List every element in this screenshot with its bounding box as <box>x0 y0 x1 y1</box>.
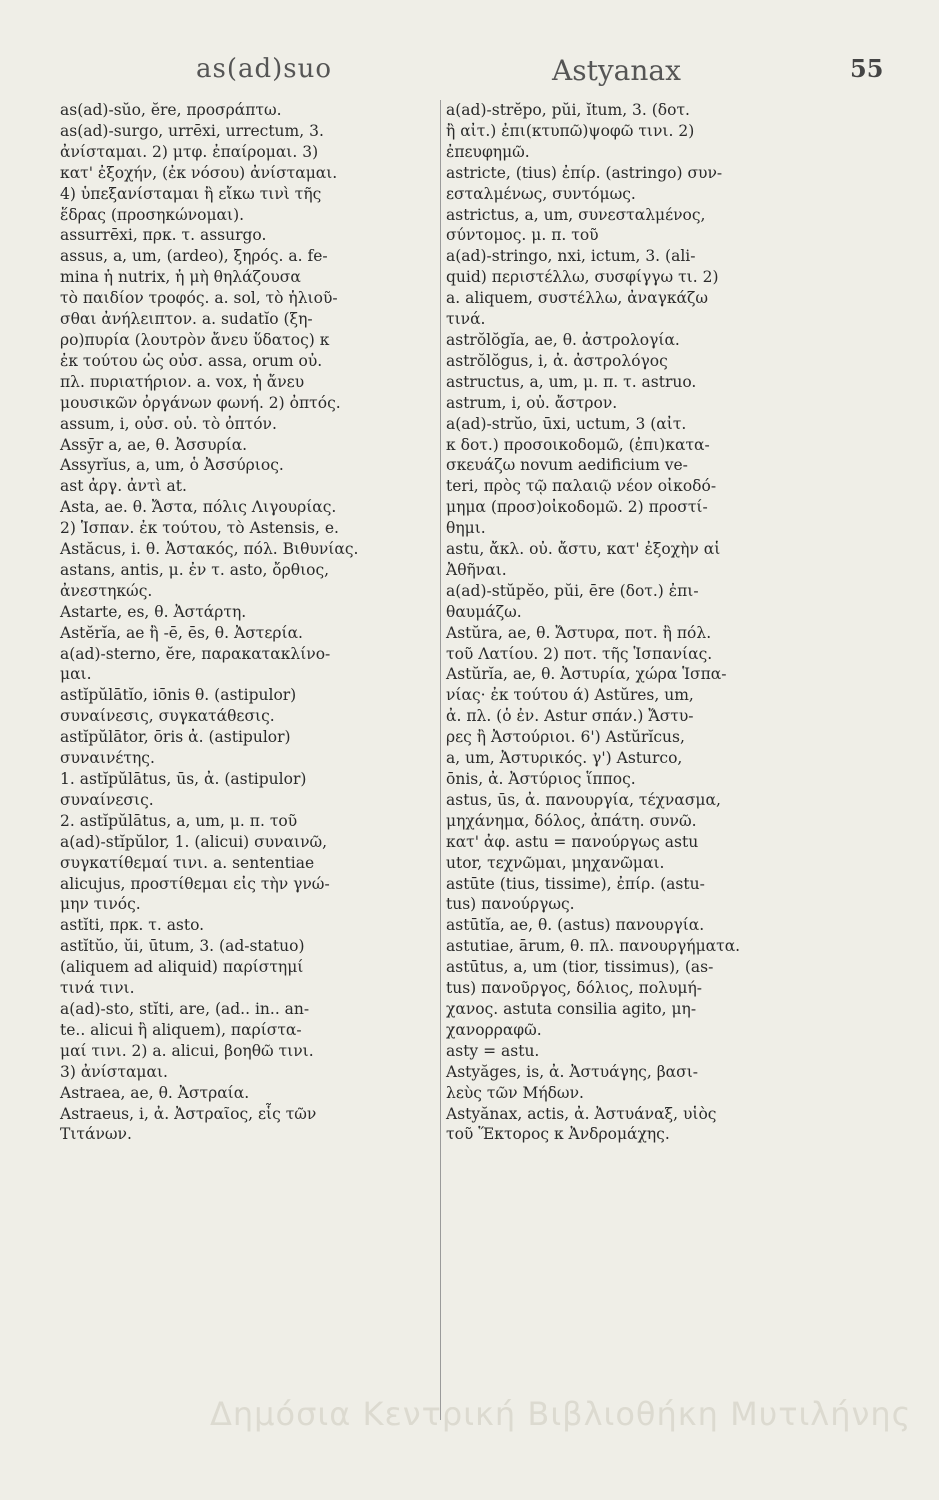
entry-line: 1. astĭpŭlātus, ūs, ἀ. (astipulor) <box>60 770 307 788</box>
entry-line: astĭtŭo, ŭi, ūtum, 3. (ad-statuo) <box>60 937 305 956</box>
entry-line: astūtĭa, ae, θ. (astus) πανουργία. <box>446 916 705 935</box>
entry-line: assus, a, um, (ardeo), ξηρός. a. fe- <box>60 247 328 266</box>
entry-line: astrŏlŏgĭa, ae, θ. ἀστρολογία. <box>446 330 680 349</box>
entry-line: astūte (tius, tissime), ἐπίρ. (astu- <box>446 874 705 893</box>
entry-line: νίας· ἐκ τούτου ά) Astŭres, um, <box>446 686 694 705</box>
right-column <box>446 100 886 1145</box>
entry-line: ρες ἢ Ἀστούριοι. 6') Astŭrĭcus, <box>446 728 685 747</box>
entry-line: Astŭrĭa, ae, θ. Ἀστυρία, χώρα Ἱσπα- <box>446 665 727 684</box>
entry-line: astrum, i, οὐ. ἄστρον. <box>446 393 618 412</box>
entry-line: a(ad)-stringo, nxi, ictum, 3. (ali- <box>446 247 696 266</box>
entry-line: astructus, a, um, μ. π. τ. astruo. <box>446 372 697 391</box>
entry-line: τινά τινι. <box>60 979 135 998</box>
entry-line: astĭpŭlātor, ōris ἀ. (astipulor) <box>60 728 291 747</box>
entry-line: a, um, Ἀστυρικός. γ') Asturco, <box>446 749 683 768</box>
entry-line: ἀνεστηκώς. <box>60 581 153 600</box>
entry-line: ἕδρας (προσηκώνομαι). <box>60 205 245 224</box>
entry-line: Asta, ae. θ. Ἄστα, πόλις Λιγουρίας. <box>60 498 337 517</box>
entry-line: κατ' ἐξοχήν, (ἐκ νόσου) ἀνίσταμαι. <box>60 163 338 182</box>
entry-line: asty = astu. <box>446 1041 540 1060</box>
entry-line: ἀνίσταμαι. 2) μτφ. ἐπαίρομαι. 3) <box>60 142 319 161</box>
entry-line: λεὺς τῶν Μήδων. <box>446 1083 584 1102</box>
entry-line: Astraeus, i, ἀ. Ἀστραῖος, εἷς τῶν <box>60 1104 317 1123</box>
entry-line: 4) ὑπεξανίσταμαι ἢ εἴκω τινὶ τῆς <box>60 184 322 203</box>
column-divider <box>440 100 441 1420</box>
entry-line: astūtus, a, um (tior, tissimus), (as- <box>446 958 714 977</box>
entry-line: εσταλμένως, συντόμως. <box>446 184 636 203</box>
entry-line: μαι. <box>60 665 92 684</box>
library-watermark: Δημόσια Κεντρική Βιβλιοθήκη Μυτιλήνης <box>210 1395 912 1433</box>
entry-line: Astraea, ae, θ. Ἀστραία. <box>60 1083 250 1102</box>
entry-line: τινά. <box>446 310 486 329</box>
entry-line: Assyrĭus, a, um, ὁ Ἀσσύριος. <box>60 456 284 475</box>
entry-line: astĭpŭlātĭo, iōnis θ. (astipulor) <box>60 686 297 705</box>
entry-line: Astăcus, i. θ. Ἀστακός, πόλ. Βιθυνίας. <box>60 540 359 559</box>
entry-line: Ἀθῆναι. <box>446 560 507 579</box>
entry-line: ἐπευφημῶ. <box>446 142 530 161</box>
entry-line: ρο)πυρία (λουτρὸν ἄνευ ὕδατος) κ <box>60 330 330 349</box>
entry-line: a. aliquem, συστέλλω, ἀναγκάζω <box>446 289 709 308</box>
entry-line: ἢ αἰτ.) ἐπι(κτυπῶ)ψοφῶ τινι. 2) <box>446 121 695 140</box>
entry-line: μηχάνημα, δόλος, ἀπάτη. συνῶ. <box>446 811 697 830</box>
entry-line: Τιτάνων. <box>60 1125 132 1144</box>
entry-line: tus) πανούργως. <box>446 895 575 914</box>
entry-line: μαί τινι. 2) a. alicui, βοηθῶ τινι. <box>60 1041 314 1060</box>
entry-line: astutiae, ārum, θ. πλ. πανουργήματα. <box>446 937 741 956</box>
entry-line: 2) Ἱσπαν. ἐκ τούτου, τὸ Astensis, e. <box>60 519 339 538</box>
entry-line: συναινέτης. <box>60 749 155 768</box>
entry-line: (aliquem ad aliquid) παρίστημί <box>60 958 304 977</box>
entry-line: πλ. πυριατήριον. a. vox, ἡ ἄνευ <box>60 372 305 391</box>
entry-line: θαυμάζω. <box>446 602 522 621</box>
entry-line: 3) ἀνίσταμαι. <box>60 1062 168 1081</box>
entry-line: astricte, (tius) ἐπίρ. (astringo) συν- <box>446 163 723 182</box>
entry-line: te.. alicui ἢ aliquem), παρίστα- <box>60 1020 302 1039</box>
entry-line: Astyăges, is, ἀ. Ἀστυάγης, βασι- <box>446 1062 699 1081</box>
entry-line: Assȳr a, ae, θ. Ἀσσυρία. <box>60 435 248 454</box>
page-number: 55 <box>850 54 884 83</box>
entry-line: astus, ūs, ἀ. πανουργία, τέχνασμα, <box>446 790 721 809</box>
entry-line: συναίνεσις. <box>60 790 154 809</box>
entry-line: σκευάζω novum aedificium ve- <box>446 456 688 475</box>
entry-line: τὸ παιδίον τροφός. a. sol, τὸ ἡλιοῦ- <box>60 289 338 308</box>
entry-line: τοῦ Λατίου. 2) ποτ. τῆς Ἱσπανίας. <box>446 644 713 663</box>
entry-line: μημα (προσ)οἰκοδομῶ. 2) προστί- <box>446 498 708 517</box>
entry-line: τοῦ Ἕκτορος κ Ἀνδρομάχης. <box>446 1125 670 1144</box>
entry-line: Astyănax, actis, ἀ. Ἀστυάναξ, υἱὸς <box>446 1104 717 1123</box>
entry-line: assurrēxi, πρκ. τ. assurgo. <box>60 226 267 245</box>
entry-line: ōnis, ἀ. Ἀστύριος ἵππος. <box>446 770 636 788</box>
entry-line: χανορραφῶ. <box>446 1020 542 1039</box>
entry-line: ast ἀργ. ἀντὶ at. <box>60 477 187 496</box>
page-header <box>0 54 939 94</box>
entry-line: a(ad)-strŭo, ūxi, uctum, 3 (αἰτ. <box>446 414 687 433</box>
entry-line: συγκατίθεμαί τινι. a. sententiae <box>60 853 315 872</box>
entry-line: a(ad)-strĕpo, pŭi, ĭtum, 3. (δοτ. <box>446 101 690 119</box>
entry-line: as(ad)-surgo, urrēxi, urrectum, 3. <box>60 121 324 140</box>
right-guide-word: Astyanax <box>552 54 681 87</box>
entry-line: ἐκ τούτου ὡς οὐσ. assa, orum οὐ. <box>60 351 323 370</box>
entry-line: assum, i, οὐσ. οὐ. τὸ ὀπτόν. <box>60 414 277 433</box>
entry-line: χανος. astuta consilia agito, μη- <box>446 999 697 1018</box>
entry-line: θημι. <box>446 519 486 538</box>
entry-line: a(ad)-sto, stĭti, are, (ad.. in.. an- <box>60 999 310 1018</box>
entry-line: a(ad)-sterno, ĕre, παρακατακλίνο- <box>60 644 331 663</box>
entry-line: mina ἡ nutrix, ἡ μὴ θηλάζουσα <box>60 268 301 287</box>
entry-line: astrŏlŏgus, i, ἀ. ἀστρολόγος <box>446 351 668 370</box>
entry-line: συναίνεσις, συγκατάθεσις. <box>60 707 275 726</box>
entry-line: quid) περιστέλλω, συσφίγγω τι. 2) <box>446 268 719 287</box>
entry-line: a(ad)-stĭpŭlor, 1. (alicui) συναινῶ, <box>60 832 328 851</box>
entry-line: astans, antis, μ. ἐν τ. asto, ὄρθιος, <box>60 560 330 579</box>
entry-line: utor, τεχνῶμαι, μηχανῶμαι. <box>446 853 665 872</box>
entry-line: 2. astĭpŭlātus, a, um, μ. π. τοῦ <box>60 811 298 830</box>
entry-line: μουσικῶν ὀργάνων φωνή. 2) ὀπτός. <box>60 393 341 412</box>
entry-line: astrictus, a, um, συνεσταλμένος, <box>446 205 706 224</box>
entry-line: teri, πρὸς τῷ παλαιῷ νέον οἰκοδό- <box>446 477 717 496</box>
entry-line: ἀ. πλ. (ὁ ἐν. Astur σπάν.) Ἄστυ- <box>446 707 694 726</box>
left-guide-word: as(ad)suo <box>196 54 333 84</box>
entry-line: tus) πανοῦργος, δόλιος, πολυμή- <box>446 979 703 998</box>
entry-line: σθαι ἀνήλειπτον. a. sudatĭo (ξη- <box>60 310 313 329</box>
entry-line: alicujus, προστίθεμαι εἰς τὴν γνώ- <box>60 874 330 893</box>
entry-line: σύντομος. μ. π. τοῦ <box>446 226 599 245</box>
entry-line: astĭti, πρκ. τ. asto. <box>60 916 205 935</box>
entry-line: Astĕrĭa, ae ἢ -ē, ēs, θ. Ἀστερία. <box>60 623 303 642</box>
entry-line: Astŭra, ae, θ. Ἄστυρα, ποτ. ἢ πόλ. <box>446 623 712 642</box>
entry-line: Astarte, es, θ. Ἀστάρτη. <box>60 602 247 621</box>
entry-line: as(ad)-sŭo, ĕre, προσράπτω. <box>60 101 282 119</box>
entry-line: a(ad)-stŭpĕo, pŭi, ēre (δοτ.) ἐπι- <box>446 581 699 600</box>
entry-line: κατ' ἀφ. astu = πανούργως astu <box>446 832 699 851</box>
entry-line: μην τινός. <box>60 895 141 914</box>
entry-line: astu, ἄκλ. οὐ. ἄστυ, κατ' ἐξοχὴν αἱ <box>446 540 721 559</box>
left-column <box>60 100 438 1145</box>
entry-line: κ δοτ.) προσοικοδομῶ, (ἐπι)κατα- <box>446 435 710 454</box>
